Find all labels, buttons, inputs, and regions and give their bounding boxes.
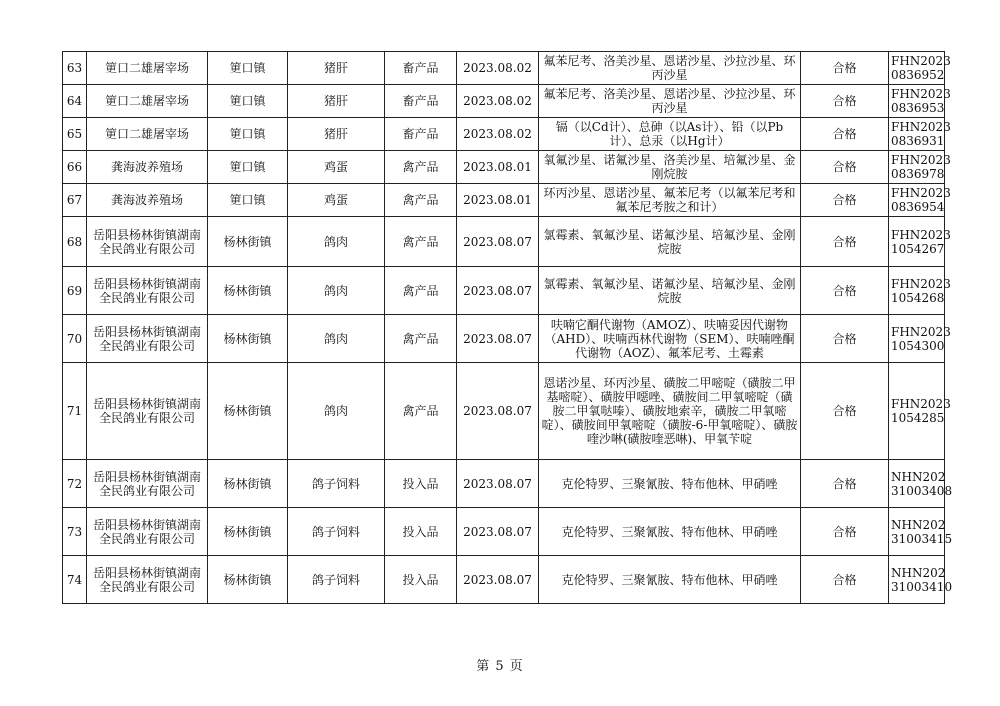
sample-name [288,267,385,315]
test-items [539,315,801,363]
test-items-text: 氯霉素、氧氟沙星、诺氟沙星、培氟沙星、金刚烷胺 [543,227,796,256]
sampling-date-text: 2023.08.07 [463,283,532,298]
test-result [801,217,889,267]
test-items [539,460,801,508]
sample-code-prefix: FHN2023 [891,276,951,291]
row-number-text: 74 [66,572,83,587]
sample-code-suffix: 1054268 [891,290,945,305]
table-row [63,151,945,184]
test-result-text: 合格 [832,160,857,174]
sample-code [889,184,951,217]
row-number [63,315,87,363]
sample-code-suffix: 31003410 [891,579,953,594]
sampling-date-text: 2023.08.07 [463,524,532,539]
entity-name [87,151,208,184]
entity-name-text: 岳阳县杨林街镇湖南全民鸽业有限公司 [92,397,201,425]
sample-name-text: 鸽肉 [323,283,348,298]
sample-code [889,85,951,118]
product-category-text: 禽产品 [402,160,439,174]
town-name [208,217,288,267]
test-items [539,363,801,460]
page-number: 第 5 页 [476,659,524,674]
town-name [208,118,288,151]
test-result [801,85,889,118]
sample-code [889,217,951,267]
sampling-date [457,52,539,85]
town-name-text: 筻口镇 [229,193,266,207]
table-row [63,556,945,604]
product-category-text: 投入品 [402,572,439,587]
entity-name-text: 筻口二雄屠宰场 [104,127,189,141]
sample-code [889,460,953,508]
entity-name-text: 筻口二雄屠宰场 [104,94,189,108]
sampling-date-text: 2023.08.02 [463,61,532,75]
test-items-text: 环丙沙星、恩诺沙星、氟苯尼考（以氟苯尼考和氟苯尼考胺之和计） [543,186,796,214]
sample-code-prefix: FHN2023 [891,120,951,134]
sampling-date [457,267,539,315]
town-name-text: 筻口镇 [229,127,266,141]
sample-code [889,52,951,85]
town-name [208,151,288,184]
test-items [539,85,801,118]
sample-code-prefix: FHN2023 [891,87,951,101]
test-items-text: 恩诺沙星、环丙沙星、磺胺二甲嘧啶（磺胺二甲基嘧啶）、磺胺甲噁唑、磺胺间二甲氧嘧啶（磺胺二甲氧哒嗪）、磺胺地索辛，磺胺二甲氧嘧啶）、磺胺间甲氧嘧啶（磺胺-6-甲氧嘧啶）、磺胺喹沙啉(磺胺喹恶啉)、甲氧苄啶 [541,376,798,446]
sample-name-text: 鸽肉 [323,404,348,418]
town-name [208,460,288,508]
entity-name [87,315,208,363]
row-number-text: 70 [66,331,83,346]
sampling-date [457,217,539,267]
sample-code-prefix: NHN202 [891,469,946,484]
sampling-date [457,151,539,184]
town-name-text: 筻口镇 [229,61,266,75]
entity-name [87,118,208,151]
town-name-text: 杨林街镇 [223,331,272,346]
entity-name [87,508,208,556]
test-items-text: 氟苯尼考、洛美沙星、恩诺沙星、沙拉沙星、环丙沙星 [543,87,796,115]
entity-name-text: 岳阳县杨林街镇湖南全民鸽业有限公司 [92,276,201,305]
sample-code [889,363,951,460]
test-items-text: 克伦特罗、三聚氰胺、特布他林、甲硝唑 [561,476,778,491]
sampling-date [457,85,539,118]
test-result [801,363,889,460]
row-number [63,85,87,118]
sample-code-suffix: 0836954 [891,200,945,214]
test-result [801,460,889,508]
sample-name [288,508,385,556]
product-category [385,184,457,217]
sampling-date [457,556,539,604]
product-category [385,315,457,363]
entity-name [87,184,208,217]
row-number [63,184,87,217]
test-items [539,184,801,217]
sampling-date-text: 2023.08.01 [463,160,532,174]
sample-name [288,315,385,363]
sample-name [288,151,385,184]
town-name [208,556,288,604]
test-items-text: 克伦特罗、三聚氰胺、特布他林、甲硝唑 [561,524,778,539]
test-items-text: 氟苯尼考、洛美沙星、恩诺沙星、沙拉沙星、环丙沙星 [543,54,796,82]
table-body [63,52,953,604]
sampling-date [457,508,539,556]
product-category-text: 畜产品 [402,94,439,108]
sample-name [288,184,385,217]
entity-name [87,267,208,315]
sample-name-text: 鸽肉 [323,331,348,346]
sample-code-suffix: 0836978 [891,167,945,181]
town-name [208,363,288,460]
product-category-text: 投入品 [402,476,439,491]
sample-name-text: 鸡蛋 [323,160,348,174]
entity-name [87,363,208,460]
sample-name [288,460,385,508]
sample-code [889,151,951,184]
sampling-date [457,118,539,151]
sample-name [288,118,385,151]
test-items-text: 镉（以Cd计）、总砷（以As计）、铅（以Pb计）、总汞（以Hg计） [555,120,784,148]
row-number-text: 67 [66,193,83,207]
entity-name-text: 龚海波养殖场 [110,193,183,207]
sample-name-text: 猪肝 [323,61,348,75]
table-row [63,118,945,151]
sample-code-suffix: 31003415 [891,531,953,546]
sampling-date-text: 2023.08.07 [463,331,532,346]
row-number [63,363,87,460]
sample-code [889,267,951,315]
test-result [801,315,889,363]
entity-name [87,217,208,267]
row-number [63,460,87,508]
sampling-date [457,460,539,508]
sample-code [889,556,953,604]
town-name-text: 筻口镇 [229,94,266,108]
entity-name [87,85,208,118]
table-row [63,184,945,217]
sampling-date-text: 2023.08.02 [463,127,532,141]
table-row [63,508,945,556]
sample-name-text: 鸽子饲料 [311,572,360,587]
row-number-text: 64 [66,94,83,108]
town-name [208,508,288,556]
sample-name [288,52,385,85]
product-category-text: 禽产品 [402,234,439,249]
row-number-text: 66 [66,160,83,174]
sample-code-suffix: 1054300 [891,338,945,353]
product-category [385,52,457,85]
test-result-text: 合格 [832,234,857,249]
sampling-date-text: 2023.08.02 [463,94,532,108]
town-name-text: 杨林街镇 [223,283,272,298]
sample-code-suffix: 1054267 [891,241,945,256]
product-category [385,508,457,556]
test-items [539,556,801,604]
sample-name [288,217,385,267]
sampling-date-text: 2023.08.07 [463,234,532,249]
product-category-text: 禽产品 [402,193,439,207]
test-result-text: 合格 [832,283,857,298]
table-row [63,217,945,267]
test-result [801,508,889,556]
entity-name-text: 岳阳县杨林街镇湖南全民鸽业有限公司 [92,565,201,594]
entity-name-text: 岳阳县杨林街镇湖南全民鸽业有限公司 [92,517,201,546]
row-number [63,118,87,151]
test-result [801,556,889,604]
town-name-text: 杨林街镇 [223,524,272,539]
sample-code-suffix: 31003408 [891,483,953,498]
sample-name [288,85,385,118]
table-row [63,267,945,315]
sample-code-prefix: NHN202 [891,517,946,532]
table-row [63,315,945,363]
sample-name [288,363,385,460]
sample-code-prefix: FHN2023 [891,227,951,242]
table-row [63,460,945,508]
test-result-text: 合格 [832,404,857,418]
sample-name-text: 猪肝 [323,94,348,108]
test-items-text: 呋喃它酮代谢物（AMOZ）、呋喃妥因代谢物（AHD）、呋喃西林代谢物（SEM）、呋喃唑酮代谢物（AOZ）、氟苯尼考、土霉素 [544,317,795,360]
test-items-text: 克伦特罗、三聚氰胺、特布他林、甲硝唑 [561,572,778,587]
test-items-text: 氯霉素、氧氟沙星、诺氟沙星、培氟沙星、金刚烷胺 [543,276,796,305]
sample-code-prefix: FHN2023 [891,397,951,411]
sample-code-suffix: 0836931 [891,134,945,148]
town-name-text: 杨林街镇 [223,234,272,249]
sample-name-text: 鸽子饲料 [311,524,360,539]
sample-code [889,315,951,363]
sample-code-prefix: FHN2023 [891,153,951,167]
test-items [539,217,801,267]
town-name-text: 杨林街镇 [223,476,272,491]
product-category [385,217,457,267]
sampling-date [457,184,539,217]
test-result [801,151,889,184]
sampling-date-text: 2023.08.07 [463,476,532,491]
product-category-text: 禽产品 [402,331,439,346]
table-row [63,363,945,460]
sample-name-text: 鸡蛋 [323,193,348,207]
town-name-text: 筻口镇 [229,160,266,174]
sample-code-suffix: 0836952 [891,68,945,82]
sampling-date [457,363,539,460]
product-category [385,151,457,184]
test-result-text: 合格 [832,193,857,207]
product-category [385,556,457,604]
entity-name-text: 岳阳县杨林街镇湖南全民鸽业有限公司 [92,469,201,498]
test-items [539,267,801,315]
row-number-text: 69 [66,283,83,298]
row-number-text: 68 [66,234,83,249]
row-number-text: 65 [66,127,83,141]
sampling-date [457,315,539,363]
entity-name-text: 筻口二雄屠宰场 [104,61,189,75]
sample-code-suffix: 1054285 [891,411,945,425]
test-result-text: 合格 [832,572,857,587]
sample-name-text: 猪肝 [323,127,348,141]
entity-name [87,460,208,508]
entity-name-text: 岳阳县杨林街镇湖南全民鸽业有限公司 [92,227,201,256]
sampling-date-text: 2023.08.01 [463,193,532,207]
sample-code [889,118,951,151]
sample-code [889,508,953,556]
product-category-text: 禽产品 [402,404,439,418]
test-result-text: 合格 [832,61,857,75]
test-result-text: 合格 [832,331,857,346]
town-name [208,184,288,217]
sample-name-text: 鸽肉 [323,234,348,249]
town-name [208,315,288,363]
town-name-text: 杨林街镇 [223,404,272,418]
test-result-text: 合格 [832,127,857,141]
test-result [801,267,889,315]
table-row [63,85,945,118]
row-number [63,217,87,267]
product-category [385,85,457,118]
test-items [539,508,801,556]
table-row [63,52,945,85]
test-result [801,184,889,217]
test-result [801,52,889,85]
test-result-text: 合格 [832,94,857,108]
entity-name [87,556,208,604]
row-number-text: 71 [66,404,83,418]
row-number-text: 72 [66,476,83,491]
sample-code-prefix: FHN2023 [891,186,951,200]
product-category-text: 畜产品 [402,127,439,141]
sample-code-prefix: FHN2023 [891,54,951,68]
town-name [208,52,288,85]
row-number-text: 73 [66,524,83,539]
sample-name [288,556,385,604]
entity-name-text: 岳阳县杨林街镇湖南全民鸽业有限公司 [92,324,201,353]
test-items [539,151,801,184]
sampling-date-text: 2023.08.07 [463,404,532,418]
sample-code-prefix: FHN2023 [891,324,951,339]
test-items-text: 氧氟沙星、诺氟沙星、洛美沙星、培氟沙星、金刚烷胺 [543,153,796,181]
row-number [63,151,87,184]
product-category [385,363,457,460]
row-number [63,52,87,85]
inspection-results-table [62,51,953,604]
test-result-text: 合格 [832,476,857,491]
entity-name-text: 龚海波养殖场 [110,160,183,174]
sample-code-suffix: 0836953 [891,101,945,115]
row-number [63,508,87,556]
sample-name-text: 鸽子饲料 [311,476,360,491]
sampling-date-text: 2023.08.07 [463,572,532,587]
product-category [385,460,457,508]
product-category-text: 禽产品 [402,283,439,298]
test-result-text: 合格 [832,524,857,539]
row-number-text: 63 [66,61,83,75]
test-items [539,118,801,151]
row-number [63,267,87,315]
town-name-text: 杨林街镇 [223,572,272,587]
entity-name [87,52,208,85]
product-category [385,267,457,315]
town-name [208,85,288,118]
test-result [801,118,889,151]
product-category-text: 投入品 [402,524,439,539]
sample-code-prefix: NHN202 [891,565,946,580]
row-number [63,556,87,604]
test-items [539,52,801,85]
product-category [385,118,457,151]
town-name [208,267,288,315]
product-category-text: 畜产品 [402,61,439,75]
